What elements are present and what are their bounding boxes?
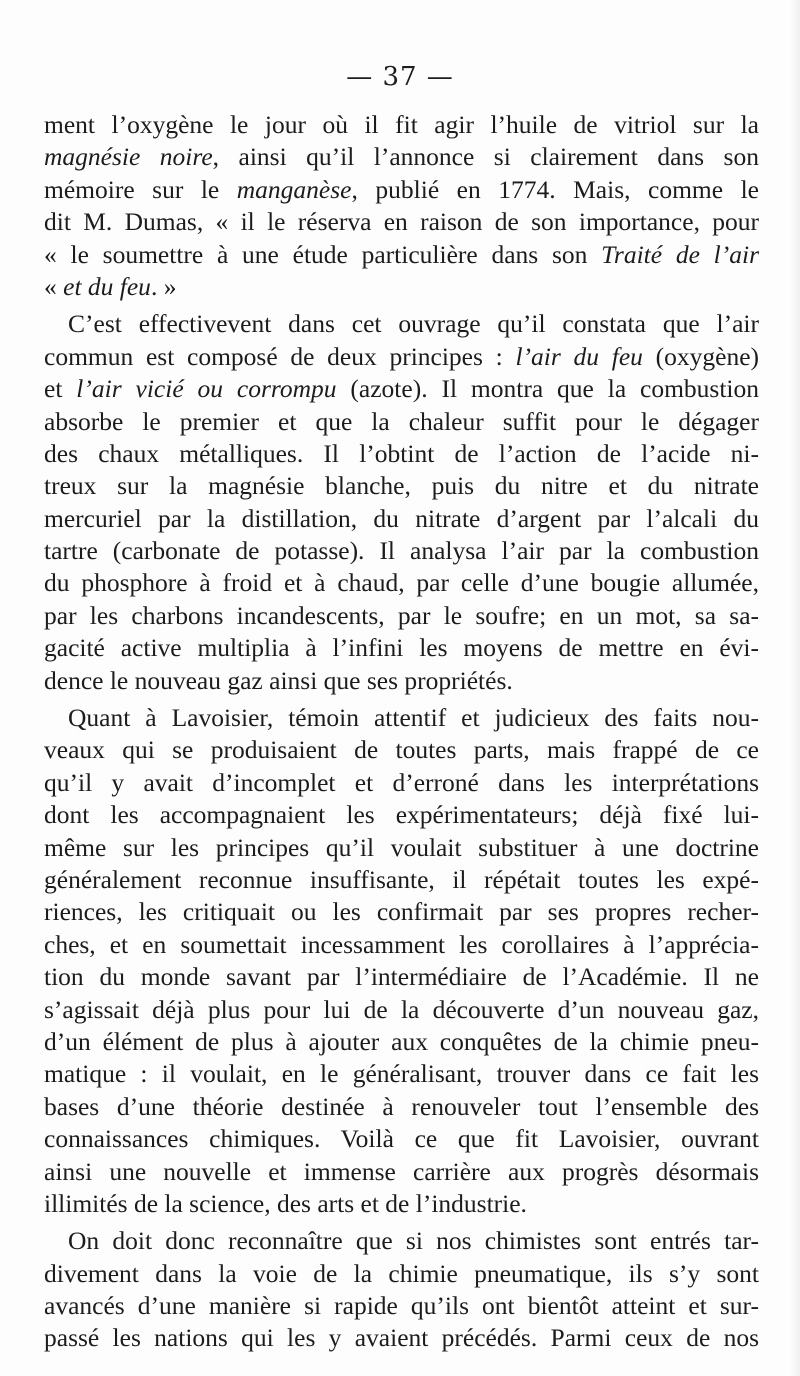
text-line: connaissances chimiques. Voilà ce que fit Lavoisier, ouvrant — [44, 1124, 759, 1154]
page-edge-shadow — [790, 0, 800, 1376]
text-line: et l’air vicié ou corrompu (azote). Il montra que la combustion — [44, 374, 760, 404]
text-line: passé les nations qui les y avaient précédés. Parmi ceux de nos — [44, 1323, 759, 1353]
text-line: illimités de la science, des arts et de l’industrie. — [44, 1188, 527, 1218]
text-line: bases d’une théorie destinée à renouveler tout l’ensemble des — [44, 1091, 759, 1121]
text-line: qu’il y avait d’incomplet et d’erroné dans les interprétations — [44, 767, 759, 797]
text-line: magnésie noire, ainsi qu’il l’annonce si clairement dans son — [44, 142, 759, 172]
text-line: treux sur la magnésie blanche, puis du nitre et du nitrate — [44, 471, 759, 501]
text-line: « le soumettre à une étude particulière dans son Traité de l’air — [44, 239, 759, 269]
paragraph-1 — [44, 109, 759, 303]
text-line: dit M. Dumas, « il le réserva en raison de son importance, pour — [44, 207, 759, 237]
text-line: des chaux métalliques. Il l’obtint de l’action de l’acide ni- — [44, 438, 759, 468]
text-line: divement dans la voie de la chimie pneumatique, ils s’y sont — [44, 1258, 759, 1288]
text-line: du phosphore à froid et à chaud, par celle d’une bougie allumée, — [44, 568, 759, 598]
text-line: commun est composé de deux principes : l’air du feu (oxygène) — [44, 341, 759, 371]
page-number: — 37 — — [346, 62, 454, 92]
text-line: gacité active multiplia à l’infini les moyens de mettre en évi- — [44, 633, 759, 663]
paragraph-4 — [44, 1225, 759, 1355]
text-line: d’un élément de plus à ajouter aux conquêtes de la chimie pneu- — [44, 1026, 759, 1056]
text-line: ches, et en soumettait incessamment les corollaires à l’apprécia- — [44, 929, 759, 959]
text-line: dence le nouveau gaz ainsi que ses propriétés. — [44, 665, 513, 695]
text-line: absorbe le premier et que la chaleur suffit pour le dégager — [44, 406, 759, 436]
text-line: même sur les principes qu’il voulait substituer à une doctrine — [44, 832, 759, 862]
text-line: C’est effectivevent dans cet ouvrage qu’il constata que l’air — [68, 309, 759, 339]
text-line: s’agissait déjà plus pour lui de la découverte d’un nouveau gaz, — [44, 994, 759, 1024]
paragraph-3 — [44, 702, 759, 1220]
text-line: veaux qui se produisaient de toutes parts, mais frappé de ce — [44, 735, 759, 765]
text-line: tartre (carbonate de potasse). Il analysa l’air par la combustion — [44, 536, 759, 566]
text-line: tion du monde savant par l’intermédiaire de l’Académie. Il ne — [44, 962, 759, 992]
text-line: mémoire sur le manganèse, publié en 1774. Mais, comme le — [44, 174, 760, 204]
text-line: mercuriel par la distillation, du nitrate d’argent par l’alcali du — [44, 503, 759, 533]
text-line: matique : il voulait, en le généralisant, trouver dans ce fait les — [44, 1059, 759, 1089]
text-line: avancés d’une manière si rapide qu’ils ont bientôt atteint et sur- — [44, 1291, 759, 1321]
text-line: par les charbons incandescents, par le soufre; en un mot, sa sa- — [44, 600, 759, 630]
text-line: ainsi une nouvelle et immense carrière aux progrès désormais — [44, 1156, 759, 1186]
text-line: On doit donc reconnaître que si nos chimistes sont entrés tar- — [68, 1226, 759, 1256]
body-text — [44, 109, 759, 1355]
paragraph-2 — [44, 308, 759, 697]
text-line: dont les accompagnaient les expérimentateurs; déjà fixé lui- — [44, 800, 759, 830]
text-line: « et du feu. » — [44, 271, 177, 301]
text-line: Quant à Lavoisier, témoin attentif et judicieux des faits nou- — [68, 703, 759, 733]
text-line: ment l’oxygène le jour où il fit agir l’huile de vitriol sur la — [44, 110, 759, 139]
text-line: riences, les critiquait ou les confirmait par ses propres recher- — [44, 897, 759, 927]
text-line: généralement reconnue insuffisante, il répétait toutes les expé- — [44, 864, 759, 894]
